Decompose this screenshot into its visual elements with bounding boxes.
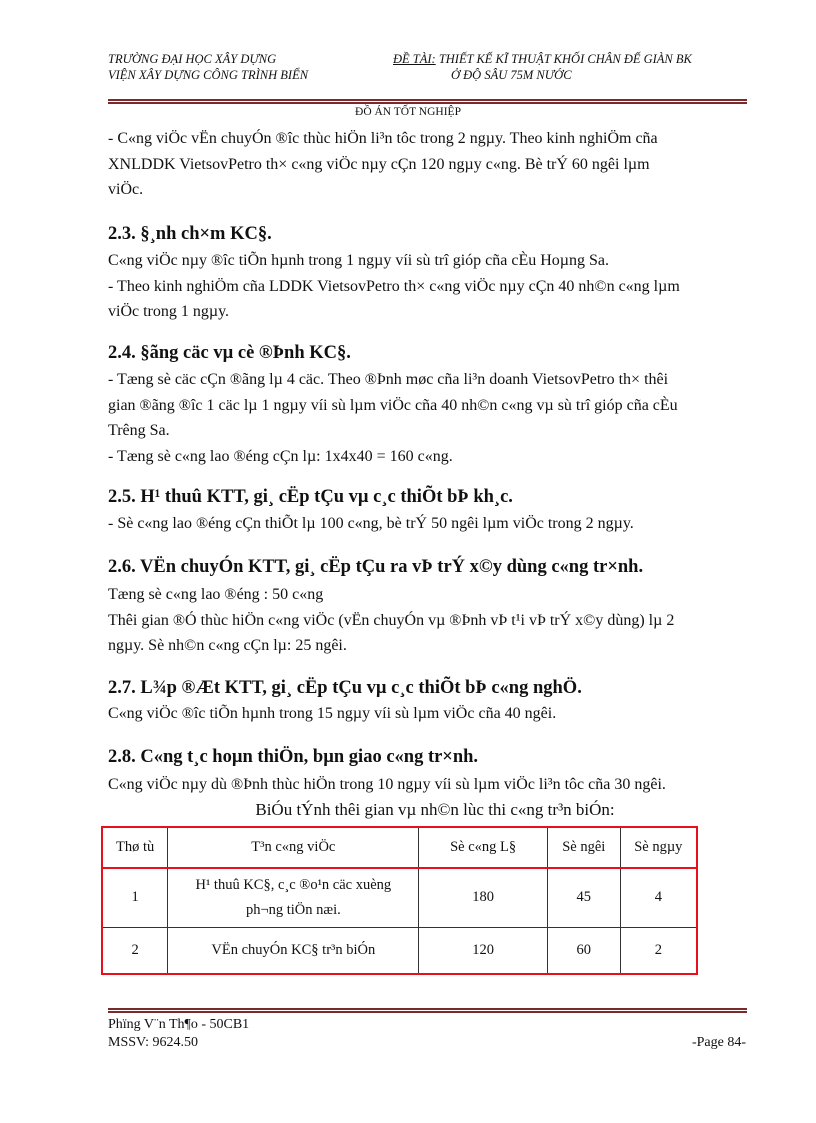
- text-line: ngµy. Sè nh©n c«ng cÇn lµ: 25 ngêi.: [108, 637, 347, 654]
- text-line: Trêng Sa.: [108, 422, 170, 439]
- text-line: gian ®ãng ®îc 1 cäc lµ 1 ngµy víi sù lµm viÖc cña 40 nh©n c«ng vµ sù trî gióp cña cÈu: [108, 396, 678, 414]
- col-header: Sè ngêi: [547, 827, 620, 868]
- footer-rule-2: [108, 1011, 747, 1013]
- cell: 2: [620, 927, 697, 974]
- text-line: viÖc.: [108, 181, 144, 198]
- heading-2-6: 2.6. VËn chuyÓn KTT, gi¸ cËp tÇu ra vÞ trÝ x©y dùng c«ng tr×nh.: [108, 557, 644, 577]
- cell-line: H¹ thuû KC§, c¸c ®o¹n cäc xuèng: [195, 876, 392, 893]
- topic-label: ĐỀ TÀI:: [393, 52, 436, 66]
- cell: 4: [620, 868, 697, 927]
- cell: VËn chuyÓn KC§ tr³n biÓn: [168, 927, 419, 974]
- section-2-5-body: [108, 511, 634, 537]
- school-line-2: VIỆN XÂY DỰNG CÔNG TRÌNH BIỂN: [108, 68, 309, 82]
- text-line: XNLDDK VietsovPetro th× c«ng viÖc nµy cÇn 120 ngµy c«ng. Bè trÝ 60 ngêi lµm: [108, 155, 650, 173]
- text-line: Tæng sè c«ng lao ®éng : 50 c«ng: [108, 586, 324, 603]
- text-line: viÖc trong 1 ngµy.: [108, 303, 230, 320]
- table-header-row: [102, 827, 697, 868]
- text-line: - Tæng sè c«ng lao ®éng cÇn lµ: 1x4x40 = 160 c«ng.: [108, 447, 453, 465]
- text-line: C«ng viÖc ®îc tiÕn hµnh trong 15 ngµy víi sù lµm viÖc cña 40 ngêi.: [108, 705, 557, 722]
- heading-2-4: 2.4. §ãng cäc vµ cè ®Þnh KC§.: [108, 343, 351, 363]
- section-2-4-body: [108, 367, 678, 469]
- text-line: C«ng viÖc nµy ®îc tiÕn hµnh trong 1 ngµy víi sù trî gióp cña cÈu Hoµng Sa.: [108, 252, 609, 269]
- doc-title: ĐỒ ÁN TỐT NGHIỆP: [355, 106, 461, 118]
- cell: 45: [547, 868, 620, 927]
- col-header: Thø tù: [102, 827, 168, 868]
- cell: 120: [419, 927, 548, 974]
- page-number: -Page 84-: [691, 1035, 746, 1050]
- heading-2-8: 2.8. C«ng t¸c hoµn thiÖn, bµn giao c«ng tr×nh.: [108, 747, 479, 767]
- header-rule: [108, 99, 747, 101]
- topic-line-2: Ở ĐỘ SÂU 75M NƯỚC: [451, 68, 572, 82]
- school-line-1: TRƯỜNG ĐẠI HỌC XÂY DỰNG: [108, 52, 277, 66]
- heading-2-5: 2.5. H¹ thuû KTT, gi¸ cËp tÇu vµ c¸c thiÕt bÞ kh¸c.: [108, 487, 513, 507]
- footer-author: Phïng V¨n Th¶o - 50CB1: [108, 1017, 250, 1032]
- section-2-3-body: [108, 248, 680, 325]
- cell: 180: [419, 868, 548, 927]
- topic: [393, 51, 692, 83]
- text-line: C«ng viÖc nµy dù ®Þnh thùc hiÖn trong 10 ngµy víi sù lµm viÖc li³n tôc cña 30 ngêi.: [108, 776, 666, 793]
- col-header: Sè c«ng L§: [419, 827, 548, 868]
- footer-student-id: MSSV: 9624.50: [108, 1035, 198, 1050]
- table-row: [102, 868, 697, 927]
- text-line: Thêi gian ®Ó thùc hiÖn c«ng viÖc (vËn chuyÓn vµ ®Þnh vÞ t¹i vÞ trÝ x©y dùng) lµ 2: [108, 611, 675, 629]
- heading-2-3: 2.3. §¸nh ch×m KC§.: [108, 224, 272, 244]
- heading-2-7: 2.7. L¾p ®Æt KTT, gi¸ cËp tÇu vµ c¸c thiÕt bÞ c«ng nghÖ.: [108, 678, 582, 698]
- table-row: [102, 927, 697, 974]
- col-header: Sè ngµy: [620, 827, 697, 868]
- cell: 2: [102, 927, 168, 974]
- col-header: T³n c«ng viÖc: [168, 827, 419, 868]
- footer-rule: [108, 1008, 747, 1010]
- table-caption: BiÓu tÝnh thêi gian vµ nh©n lùc thi c«ng tr³n biÓn:: [255, 800, 615, 819]
- section-2-7-body: [108, 701, 556, 727]
- text-line: - Sè c«ng lao ®éng cÇn thiÕt lµ 100 c«ng, bè trÝ 50 ngêi lµm viÖc trong 2 ngµy.: [108, 515, 634, 532]
- section-2-6-body: [108, 582, 674, 659]
- text-line: - Theo kinh nghiÖm cña LDDK VietsovPetro th× c«ng viÖc nµy cÇn 40 nh©n c«ng lµm: [108, 277, 680, 295]
- cell: [168, 868, 419, 927]
- section-2-8-body: [108, 772, 666, 798]
- cell: 60: [547, 927, 620, 974]
- text-line: - Tæng sè cäc cÇn ®ãng lµ 4 cäc. Theo ®Þnh møc cña li³n doanh VietsovPetro th× thêi: [108, 371, 669, 388]
- intro-paragraph: [108, 126, 658, 203]
- cell-line: ph¬ng tiÖn næi.: [245, 901, 341, 918]
- schedule-table: [101, 826, 698, 975]
- topic-line-1: THIẾT KẾ KĨ THUẬT KHỐI CHÂN ĐẾ GIÀN BK: [438, 52, 692, 66]
- school-name: [108, 51, 308, 83]
- header-rule-2: [108, 102, 747, 104]
- cell: 1: [102, 868, 168, 927]
- text-line: - C«ng viÖc vËn chuyÓn ®îc thùc hiÖn li³n tôc trong 2 ngµy. Theo kinh nghiÖm cña: [108, 130, 658, 147]
